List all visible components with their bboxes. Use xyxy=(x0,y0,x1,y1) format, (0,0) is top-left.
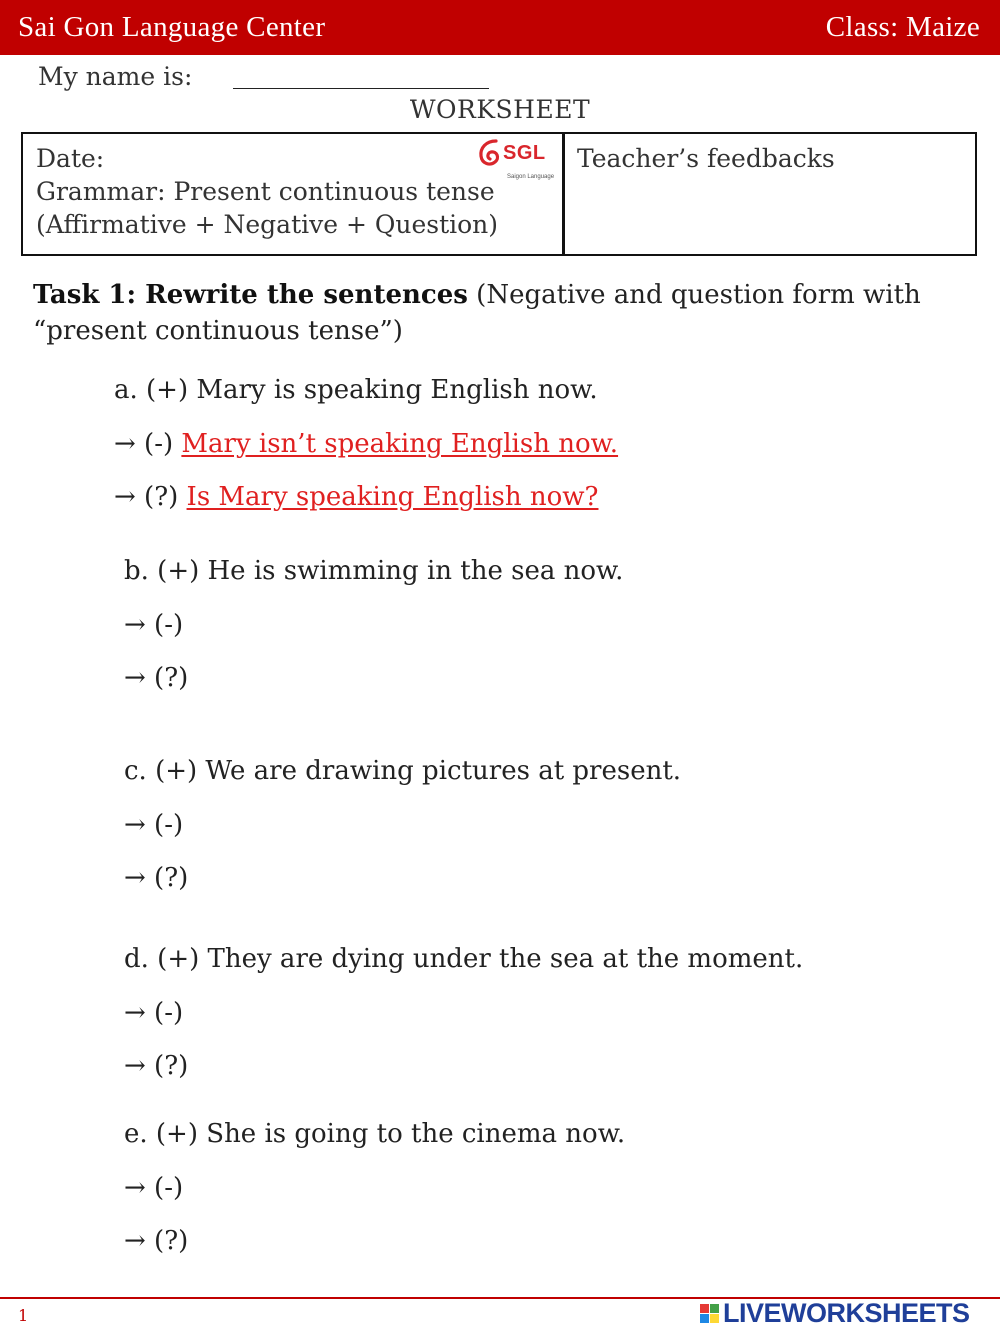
sgl-tagline: Saigon Language xyxy=(507,174,555,180)
question-prefix: → (?) xyxy=(114,482,187,512)
item-b-affirmative: b. (+) He is swimming in the sea now. xyxy=(124,556,624,586)
item-c-affirmative: c. (+) We are drawing pictures at present. xyxy=(124,756,682,786)
item-a-affirmative: a. (+) Mary is speaking English now. xyxy=(114,375,598,405)
worksheet-title: WORKSHEET xyxy=(409,95,591,124)
item-e-affirmative: e. (+) She is going to the cinema now. xyxy=(124,1119,626,1149)
info-box xyxy=(21,132,977,256)
class-label: Class: Maize xyxy=(825,11,980,43)
feedback-cell xyxy=(565,134,975,254)
name-label: My name is: xyxy=(38,62,193,91)
item-a-question xyxy=(114,482,598,512)
item-e-question[interactable]: → (?) xyxy=(124,1226,189,1256)
item-d-question[interactable]: → (?) xyxy=(124,1051,189,1081)
item-e-negative[interactable]: → (-) xyxy=(124,1173,184,1203)
center-name: Sai Gon Language Center xyxy=(18,11,326,43)
task1-title xyxy=(33,277,973,349)
liveworksheets-watermark xyxy=(700,1296,970,1330)
task1-title-rest: (Negative and question form with “present continuous tense”) xyxy=(33,280,921,346)
item-b-question[interactable]: → (?) xyxy=(124,663,189,693)
sgl-logo xyxy=(476,138,556,180)
item-a-negative xyxy=(114,429,618,459)
task1-title-bold: Task 1: Rewrite the sentences xyxy=(33,280,468,310)
item-a-question-answer[interactable]: Is Mary speaking English now? xyxy=(186,482,599,512)
page-number: 1 xyxy=(18,1306,29,1325)
item-b-negative[interactable]: → (-) xyxy=(124,610,184,640)
item-c-question[interactable]: → (?) xyxy=(124,863,189,893)
item-a-negative-answer[interactable]: Mary isn’t speaking English now. xyxy=(181,429,619,459)
name-blank-line[interactable] xyxy=(233,88,489,89)
sgl-brand: SGL xyxy=(503,142,546,164)
grammar-line: Grammar: Present continuous tense xyxy=(36,177,495,206)
liveworksheets-wordmark: LIVEWORKSHEETS xyxy=(723,1297,970,1328)
header-bar xyxy=(0,0,1000,55)
info-left-cell xyxy=(23,134,565,254)
date-label: Date: xyxy=(36,144,105,173)
item-d-affirmative: d. (+) They are dying under the sea at the moment. xyxy=(124,944,804,974)
grammar-detail: (Affirmative + Negative + Question) xyxy=(36,210,499,239)
feedback-label: Teacher’s feedbacks xyxy=(577,144,835,173)
liveworksheets-logo-icon xyxy=(700,1304,719,1323)
item-c-negative[interactable]: → (-) xyxy=(124,810,184,840)
sgl-swirl-icon xyxy=(476,138,504,168)
item-d-negative[interactable]: → (-) xyxy=(124,998,184,1028)
negative-prefix: → (-) xyxy=(114,429,182,459)
